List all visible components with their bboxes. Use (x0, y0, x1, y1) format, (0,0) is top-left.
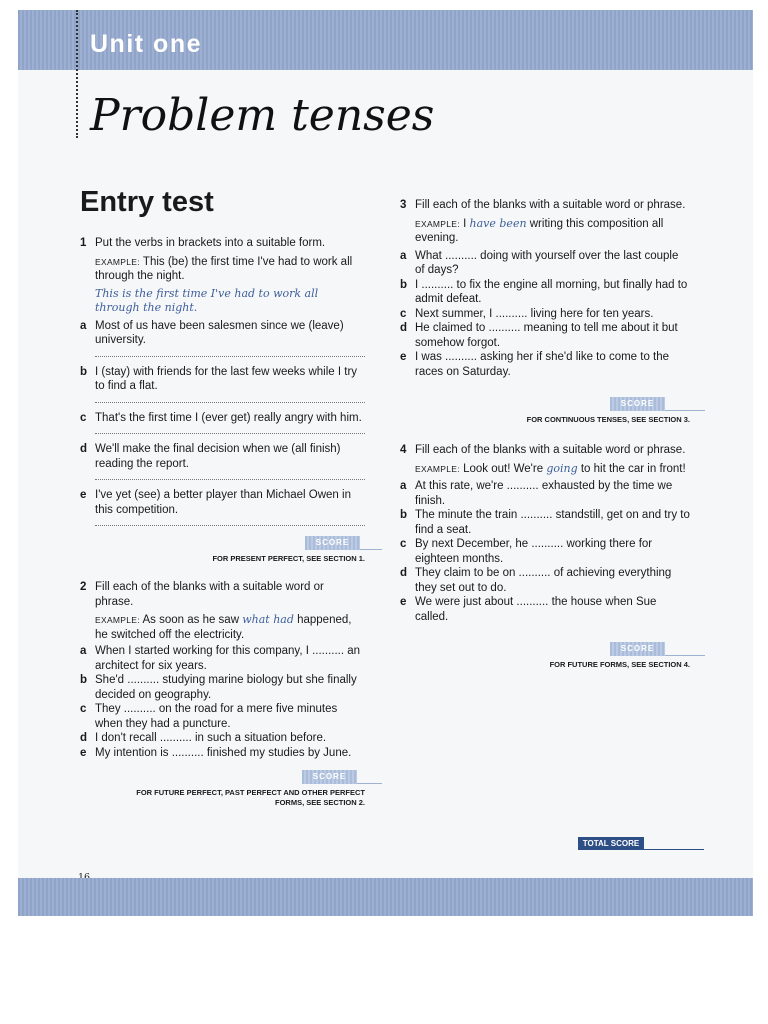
item-letter: e (80, 746, 87, 759)
item-text: They .......... on the road for a mere five minutes when they had a puncture. (95, 703, 338, 730)
list-item (80, 731, 365, 746)
item-text: The minute the train .......... standstill, get on and try to find a seat. (415, 509, 690, 536)
question-3 (400, 198, 690, 213)
item-text: I've yet (see) a better player than Michael Owen in this competition. (95, 489, 351, 516)
list-item (80, 365, 365, 394)
list-item (80, 746, 365, 761)
section-reference: FOR FUTURE FORMS, SEE SECTION 4. (549, 660, 690, 669)
list-item (80, 644, 365, 673)
section-reference: FOR PRESENT PERFECT, SEE SECTION 1. (212, 554, 365, 563)
score-badge: SCORE (610, 397, 665, 411)
total-score-badge: TOTAL SCORE (578, 837, 644, 850)
item-text: I (stay) with friends for the last few weeks while I try to find a flat. (95, 365, 358, 392)
item-text: They claim to be on .......... of achieving everything they set out to do. (415, 567, 672, 594)
score-box (400, 642, 690, 658)
footer-band (18, 878, 753, 916)
item-letter: d (400, 322, 408, 334)
item-letter: b (400, 278, 408, 291)
section-reference: FOR CONTINUOUS TENSES, SEE SECTION 3. (526, 415, 690, 424)
example-answer: This is the first time I've had to work all through the night. (95, 286, 319, 314)
item-letter: e (400, 351, 407, 363)
section-reference-line: FOR FUTURE PERFECT, PAST PERFECT AND OTHER PERFECT (136, 788, 365, 797)
score-badge: SCORE (610, 642, 665, 656)
item-text: I don't recall .......... in such a situation before. (95, 732, 327, 744)
example-label: EXAMPLE: (415, 463, 460, 474)
question-number: 4 (400, 444, 407, 456)
score-line (665, 410, 705, 411)
score-line (360, 549, 382, 550)
section-title: Entry test (80, 186, 214, 218)
item-letter: c (80, 411, 87, 424)
list-item (80, 488, 365, 517)
example-text: As soon as he saw (142, 614, 240, 626)
list-item (400, 595, 690, 624)
item-letter: e (400, 596, 407, 608)
item-text: When I started working for this company, I .......... an architect for six years. (95, 645, 361, 672)
list-item (80, 702, 365, 731)
example-text: Look out! We're (463, 462, 544, 475)
item-text: We'll make the final decision when we (all finish) reading the report. (95, 443, 341, 470)
section-reference-line: FORMS, SEE SECTION 2. (274, 798, 365, 807)
list-item (400, 508, 690, 537)
item-text: At this rate, we're .......... exhausted by the time we finish. (415, 480, 673, 507)
question-number: 3 (400, 199, 407, 211)
list-item (400, 479, 690, 508)
score-box (400, 397, 690, 413)
score-line (665, 655, 705, 656)
answer-line[interactable] (95, 394, 365, 403)
item-text: She'd .......... studying marine biology but she finally decided on geography. (95, 674, 357, 701)
question-1 (80, 236, 365, 251)
item-letter: e (80, 489, 87, 501)
item-text: Most of us have been salesmen since we (leave) university. (95, 319, 344, 346)
example-answer: going (546, 461, 578, 475)
item-letter: b (80, 674, 88, 686)
item-letter: d (80, 732, 88, 744)
list-item (400, 350, 690, 379)
example-text: I (463, 217, 467, 230)
example-text: This (be) the first time I've had to work all through the night. (95, 255, 353, 282)
item-letter: a (80, 319, 87, 332)
question-prompt: Fill each of the blanks with a suitable word or phrase. (95, 581, 324, 608)
list-item (80, 411, 365, 426)
item-text: We were just about .......... the house when Sue called. (415, 596, 657, 623)
section-reference (80, 788, 365, 808)
answer-line[interactable] (95, 425, 365, 434)
item-letter: a (80, 645, 87, 657)
item-letter: c (80, 703, 87, 715)
score-badge: SCORE (302, 770, 357, 784)
page-title: Problem tenses (90, 90, 435, 141)
example-label: EXAMPLE: (95, 615, 140, 625)
item-text: I was .......... asking her if she'd like to come to the races on Saturday. (415, 351, 670, 378)
item-text: I .......... to fix the engine all morning, but finally had to admit defeat. (415, 278, 688, 305)
example-label: EXAMPLE: (95, 256, 140, 267)
unit-label: Unit one (90, 30, 202, 58)
list-item (400, 321, 690, 350)
item-text: What .......... doing with yourself over the last couple of days? (415, 249, 679, 276)
example (80, 255, 365, 284)
right-column (400, 198, 690, 670)
workbook-page (18, 10, 753, 916)
answer-line[interactable] (95, 517, 365, 526)
item-text: Next summer, I .......... living here for ten years. (415, 307, 654, 320)
item-text: He claimed to .......... meaning to tell me about it but somehow forgot. (415, 322, 678, 349)
item-letter: c (400, 307, 407, 320)
score-line (357, 783, 382, 784)
item-letter: c (400, 538, 407, 550)
question-2 (80, 580, 365, 609)
answer-line[interactable] (95, 348, 365, 357)
example-answer: have been (469, 216, 527, 230)
list-item (400, 278, 690, 307)
question-number: 1 (80, 237, 87, 249)
example-text: writing this composition all evening. (415, 217, 664, 244)
question-prompt: Fill each of the blanks with a suitable word or phrase. (415, 199, 686, 211)
item-letter: d (80, 443, 88, 455)
question-prompt: Fill each of the blanks with a suitable word or phrase. (415, 444, 686, 456)
left-column (80, 236, 365, 808)
list-item (400, 249, 690, 278)
example (400, 462, 690, 477)
dotted-margin-line (76, 10, 78, 138)
list-item (400, 537, 690, 566)
list-item (80, 673, 365, 702)
item-letter: d (400, 567, 408, 579)
item-letter: b (400, 509, 408, 521)
list-item (80, 442, 365, 471)
list-item (400, 566, 690, 595)
item-text: My intention is .......... finished my studies by June. (95, 746, 352, 759)
item-letter: a (400, 249, 407, 262)
example-label: EXAMPLE: (415, 218, 460, 229)
answer-line[interactable] (95, 471, 365, 480)
header-band (18, 10, 753, 70)
question-prompt: Put the verbs in brackets into a suitable form. (95, 237, 326, 249)
item-letter: a (400, 480, 407, 492)
list-item (80, 319, 365, 348)
question-number: 2 (80, 581, 87, 593)
score-box (80, 536, 365, 552)
question-4 (400, 443, 690, 458)
list-item (400, 307, 690, 322)
total-score-box (578, 837, 703, 851)
example (80, 613, 365, 642)
total-score-line (644, 849, 704, 850)
example-text: happened, he switched off the electricity. (95, 614, 352, 641)
item-letter: b (80, 365, 88, 378)
score-box (80, 770, 365, 786)
example-answer: what had (242, 613, 294, 626)
item-text: By next December, he .......... working there for eighteen months. (415, 538, 653, 565)
example-text: to hit the car in front! (580, 462, 686, 475)
item-text: That's the first time I (ever get) really angry with him. (95, 411, 362, 424)
score-badge: SCORE (305, 536, 360, 550)
example (400, 217, 690, 246)
